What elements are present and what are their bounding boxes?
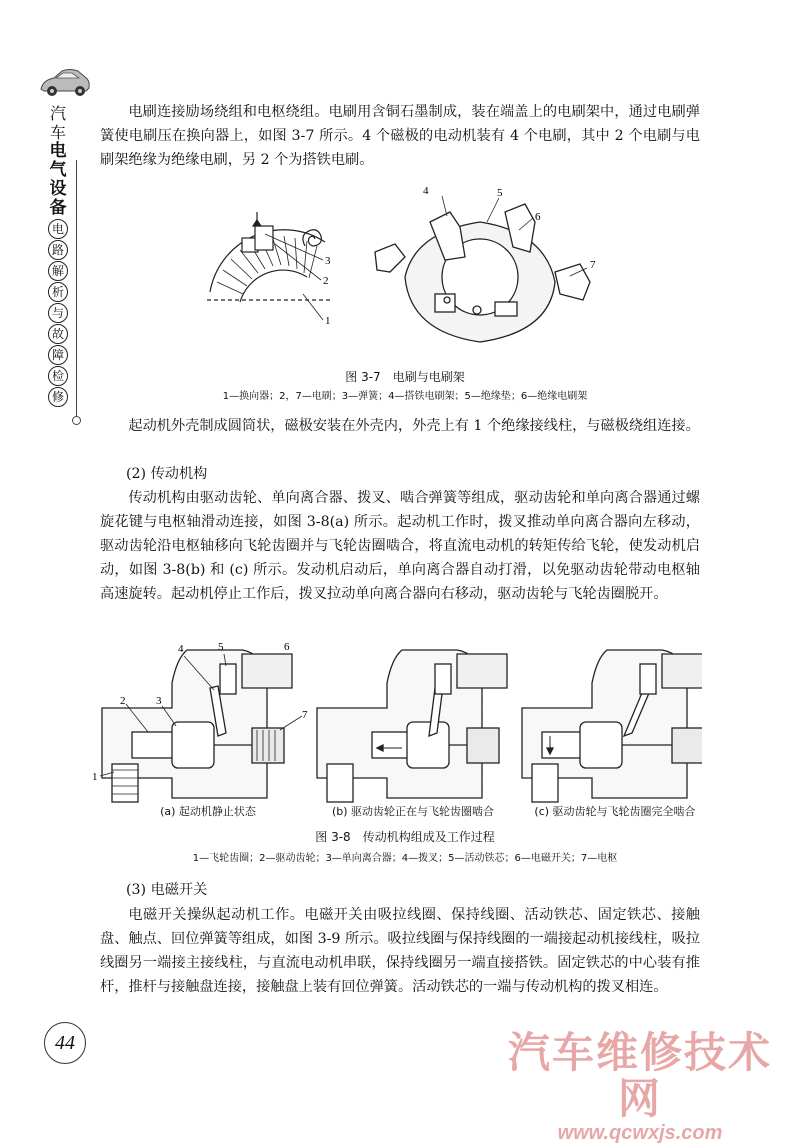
title-char: 修: [48, 387, 68, 407]
fig37-label-7: 7: [590, 259, 596, 271]
figure-3-7-caption: 图 3-7 电刷与电刷架: [345, 370, 465, 384]
title-char: 车: [49, 123, 66, 142]
fig38-label-3: 3: [156, 695, 162, 707]
title-char: 与: [48, 303, 68, 323]
watermark-title: 汽车维修技术网: [507, 1028, 772, 1123]
fig37-label-3: 3: [325, 255, 331, 267]
paragraph-housing: 起动机外壳制成圆筒状，磁极安装在外壳内，外壳上有 1 个绝缘接线柱，与磁极绕组连接。: [128, 418, 700, 434]
fig38-label-1: 1: [92, 771, 98, 783]
title-char: 析: [48, 282, 68, 302]
fig38-panel-c: [522, 650, 702, 802]
watermark: [500, 1030, 780, 1144]
paragraph-transmission: 传动机构由驱动齿轮、单向离合器、拨叉、啮合弹簧等组成，驱动齿轮和单向离合器通过螺旋花键与电枢轴滑动连接，如图 3-8(a) 所示。起动机工作时，拨叉推动单向离合器向左移动，驱动齿轮沿电枢轴移向飞轮齿圈并与飞轮齿圈啮合，将直流电动机的转矩传给飞轮，使发动机启动，如图 3-8(b) 和 (c) 所示。发动机启动后，单向离合器自动打滑，以免驱动齿轮带动电枢轴高速旋转。起动机停止工作后，拨叉拉动单向离合器向右移动，驱动齿轮与飞轮齿圈脱开。: [100, 490, 700, 602]
watermark-url: www.qcwxjs.com: [557, 1122, 723, 1144]
figure-3-8-caption: 图 3-8 传动机构组成及工作过程: [315, 830, 495, 844]
title-char: 气: [49, 160, 67, 180]
heading-transmission: (2) 传动机构: [126, 466, 208, 482]
paragraph-solenoid: 电磁开关操纵起动机工作。电磁开关由吸拉线圈、保持线圈、活动铁芯、固定铁芯、接触盘、触点、回位弹簧等组成，如图 3-9 所示。吸拉线圈与保持线圈的一端接起动机接线柱，吸拉线圈另一端接主接线柱，与直流电动机串联，保持线圈另一端直接搭铁。固定铁芯的中心装有推杆，推杆与接触盘连接，接触盘上装有回位弹簧。活动铁芯的一端与传动机构的拨叉相连。: [100, 907, 700, 995]
figure-3-8-legend: 1—飞轮齿圈；2—驱动齿轮；3—单向离合器；4—拨叉；5—活动铁芯；6—电磁开关；7—电枢: [192, 853, 618, 864]
fig37-label-5: 5: [497, 187, 503, 199]
fig38-label-5: 5: [218, 641, 224, 653]
title-char: 故: [48, 324, 68, 344]
figure-3-8b-subcaption: (b) 驱动齿轮正在与飞轮齿圈啮合: [331, 805, 495, 818]
figure-3-8c-subcaption: (c) 驱动齿轮与飞轮齿圈完全啮合: [534, 805, 696, 818]
title-char: 解: [48, 261, 68, 281]
fig37-label-6: 6: [535, 211, 541, 223]
title-char: 障: [48, 345, 68, 365]
fig37-label-1: 1: [325, 315, 331, 327]
title-char: 备: [49, 198, 67, 218]
heading-solenoid: (3) 电磁开关: [126, 882, 208, 898]
fig38-panel-b: [317, 650, 507, 802]
car-logo-icon: [38, 62, 92, 102]
fig38-panel-a: [100, 650, 302, 802]
paragraph-brushes: 电刷连接励场绕组和电枢绕组。电刷用含铜石墨制成，装在端盖上的电刷架中，通过电刷弹簧使电刷压在换向器上，如图 3-7 所示。4 个磁极的电动机装有 4 个电刷，其中 2 个电刷与电刷架绝缘为绝缘电刷，另 2 个为搭铁电刷。: [100, 104, 700, 168]
fig37-label-2: 2: [323, 275, 329, 287]
title-char: 汽: [49, 104, 66, 123]
figure-3-7-brush-diagram: [195, 182, 615, 362]
fig38-label-4: 4: [178, 643, 184, 655]
title-char: 电: [48, 219, 68, 239]
figure-3-7-legend: 1—换向器；2，7—电刷；3—弹簧；4—搭铁电刷架；5—绝缘垫；6—绝缘电刷架: [222, 391, 588, 402]
fig38-label-6: 6: [284, 641, 290, 653]
figure-3-8a-subcaption: (a) 起动机静止状态: [160, 805, 256, 818]
title-char: 电: [49, 141, 67, 161]
fig37-label-4: 4: [423, 185, 429, 197]
title-char: 路: [48, 240, 68, 260]
fig38-label-2: 2: [120, 695, 126, 707]
page-number: 44: [44, 1022, 86, 1064]
fig38-label-7: 7: [302, 709, 308, 721]
figure-3-8-transmission-diagram: [92, 638, 702, 808]
title-char: 检: [48, 366, 68, 386]
vertical-title: [46, 104, 70, 408]
title-char: 设: [49, 179, 67, 199]
